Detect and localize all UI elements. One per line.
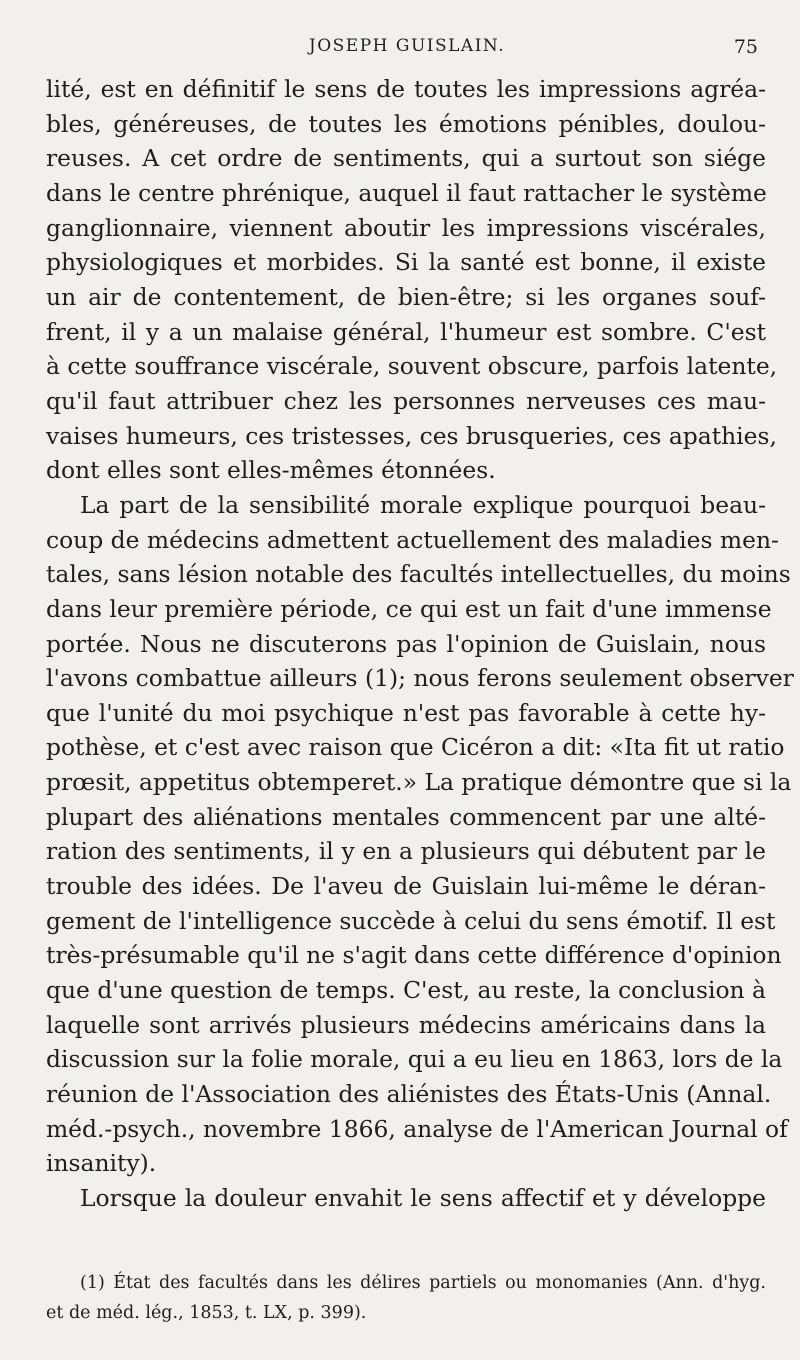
text-line: plupart des aliénations mentales commencent par une alté- <box>46 802 766 831</box>
text-line: l'avons combattue ailleurs (1); nous ferons seulement observer <box>46 664 794 693</box>
text-line: trouble des idées. De l'aveu de Guislain lui-même le déran- <box>46 872 766 901</box>
text-line: méd.-psych., novembre 1866, analyse de l'American Journal of <box>46 1114 788 1143</box>
text-line: dans le centre phrénique, auquel il faut rattacher le système <box>46 178 767 207</box>
body-text <box>46 72 794 1216</box>
footnote-line: et de méd. lég., 1853, t. LX, p. 399). <box>46 1303 367 1323</box>
text-line: Lorsque la douleur envahit le sens affectif et y développe <box>80 1184 766 1212</box>
text-line: coup de médecins admettent actuellement des maladies men- <box>46 525 779 554</box>
text-line: insanity). <box>46 1149 157 1178</box>
text-line: bles, généreuses, de toutes les émotions pénibles, doulou- <box>46 109 766 138</box>
text-line: physiologiques et morbides. Si la santé est bonne, il existe <box>46 248 766 277</box>
text-line: dont elles sont elles-mêmes étonnées. <box>46 456 496 485</box>
text-line: dans leur première période, ce qui est un fait d'une immense <box>46 594 772 623</box>
page-header <box>48 34 766 64</box>
text-line: pothèse, et c'est avec raison que Cicéron a dit: «Ita fit ut ratio <box>46 733 785 762</box>
text-line: à cette souffrance viscérale, souvent obscure, parfois latente, <box>46 352 778 381</box>
text-line: ration des sentiments, il y en a plusieurs qui débutent par le <box>46 837 766 866</box>
text-line: qu'il faut attribuer chez les personnes nerveuses ces mau- <box>46 386 766 415</box>
text-line: frent, il y a un malaise général, l'humeur est sombre. C'est <box>46 317 766 346</box>
text-line: La part de la sensibilité morale explique pourquoi beau- <box>80 490 766 519</box>
footnote-line: (1) État des facultés dans les délires partiels ou monomanies (Ann. d'hyg. <box>80 1273 766 1293</box>
text-line: prœsit, appetitus obtemperet.» La pratique démontre que si la <box>46 768 792 797</box>
text-line: vaises humeurs, ces tristesses, ces brusqueries, ces apathies, <box>46 421 777 450</box>
text-line: gement de l'intelligence succède à celui du sens émotif. Il est <box>46 906 776 935</box>
text-line: laquelle sont arrivés plusieurs médecins américains dans la <box>46 1010 766 1039</box>
text-line: que l'unité du moi psychique n'est pas favorable à cette hy- <box>46 698 766 727</box>
text-line: très-présumable qu'il ne s'agit dans cette différence d'opinion <box>46 941 782 970</box>
text-line: ganglionnaire, viennent aboutir les impressions viscérales, <box>46 213 766 242</box>
footnote <box>46 1268 766 1328</box>
page-number: 75 <box>733 36 758 58</box>
text-line: portée. Nous ne discuterons pas l'opinion de Guislain, nous <box>46 629 766 658</box>
text-line: que d'une question de temps. C'est, au reste, la conclusion à <box>46 976 766 1005</box>
text-line: réunion de l'Association des aliénistes des États-Unis (Annal. <box>46 1080 772 1109</box>
text-line: lité, est en définitif le sens de toutes les impressions agréa- <box>46 75 766 103</box>
running-title: JOSEPH GUISLAIN. <box>308 36 506 56</box>
text-line: tales, sans lésion notable des facultés intellectuelles, du moins <box>46 560 791 589</box>
text-line: un air de contentement, de bien-être; si les organes souf- <box>46 282 766 311</box>
text-line: discussion sur la folie morale, qui a eu lieu en 1863, lors de la <box>46 1045 783 1074</box>
text-line: reuses. A cet ordre de sentiments, qui a surtout son siége <box>46 144 766 173</box>
